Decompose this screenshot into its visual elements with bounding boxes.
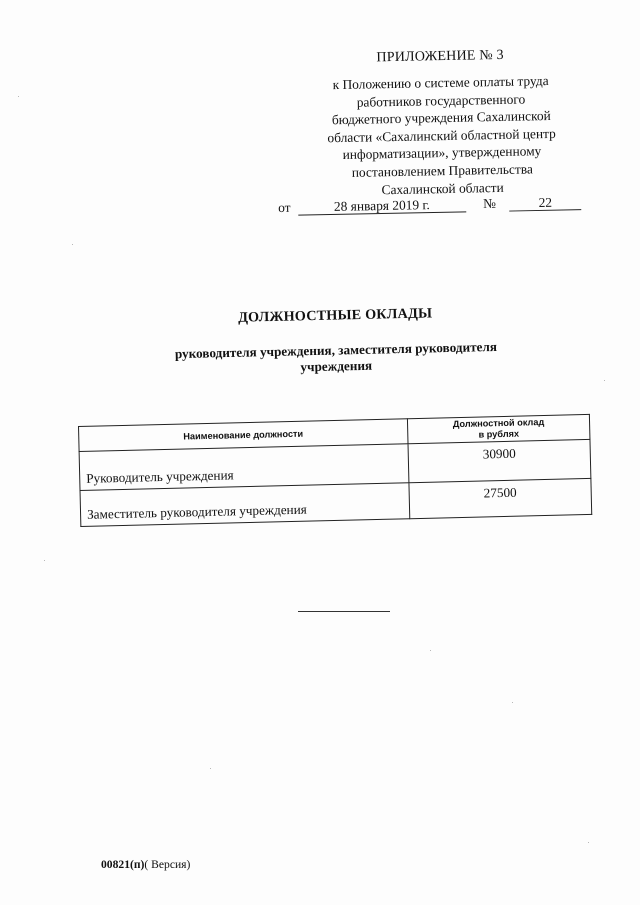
subtitle-line: учреждения (300, 357, 373, 375)
appendix-line: бюджетного учреждения Сахалинской (331, 108, 551, 128)
subtitle-line: руководителя учреждения, заместителя руководителя (174, 338, 498, 362)
salary-table-grid (78, 414, 592, 527)
document-code (101, 858, 190, 871)
salary-table (78, 414, 592, 527)
scan-speck (72, 244, 73, 245)
column-header-salary-line2: в рублях (478, 428, 520, 440)
scan-speck (44, 560, 45, 561)
scan-speck (512, 702, 513, 703)
position-cell: Заместитель руководителя учреждения (80, 483, 410, 527)
appendix-title: ПРИЛОЖЕНИЕ № 3 (376, 47, 504, 66)
position-cell: Руководитель учреждения (79, 444, 409, 491)
appendix-line: работников государственного (356, 91, 526, 110)
document-code-bold: 00821(п) (101, 858, 145, 871)
date-prefix: от (278, 199, 291, 215)
appendix-text (290, 71, 592, 200)
scan-speck (604, 380, 605, 381)
resolution-date: 28 января 2019 г. (298, 196, 466, 215)
page-title: ДОЛЖНОСТНЫЕ ОКЛАДЫ (237, 305, 433, 326)
scan-speck (18, 96, 19, 97)
column-header-salary-line1: Должностной оклад (452, 417, 545, 430)
scan-speck (430, 650, 431, 651)
appendix-line: к Положению о системе оплаты труда (332, 73, 549, 93)
number-label: № (483, 195, 497, 212)
appendix-line: области «Сахалинский областной центр (327, 125, 556, 146)
salary-cell: 27500 (409, 478, 592, 518)
document-heading (140, 303, 531, 379)
resolution-number: 22 (509, 194, 581, 211)
appendix-line: постановлением Правительства (351, 161, 533, 180)
salary-cell: 30900 (408, 439, 591, 482)
appendix-line: Сахалинской области (381, 179, 504, 197)
scan-speck (588, 842, 589, 843)
page-subtitle (141, 338, 532, 379)
appendix-line: информатизации», утвержденному (342, 143, 542, 163)
appendix-block (290, 46, 593, 200)
scan-speck (210, 768, 211, 769)
document-code-version: ( Версия) (144, 858, 191, 871)
end-separator-line (298, 611, 390, 612)
column-header-position: Наименование должности (79, 419, 408, 452)
